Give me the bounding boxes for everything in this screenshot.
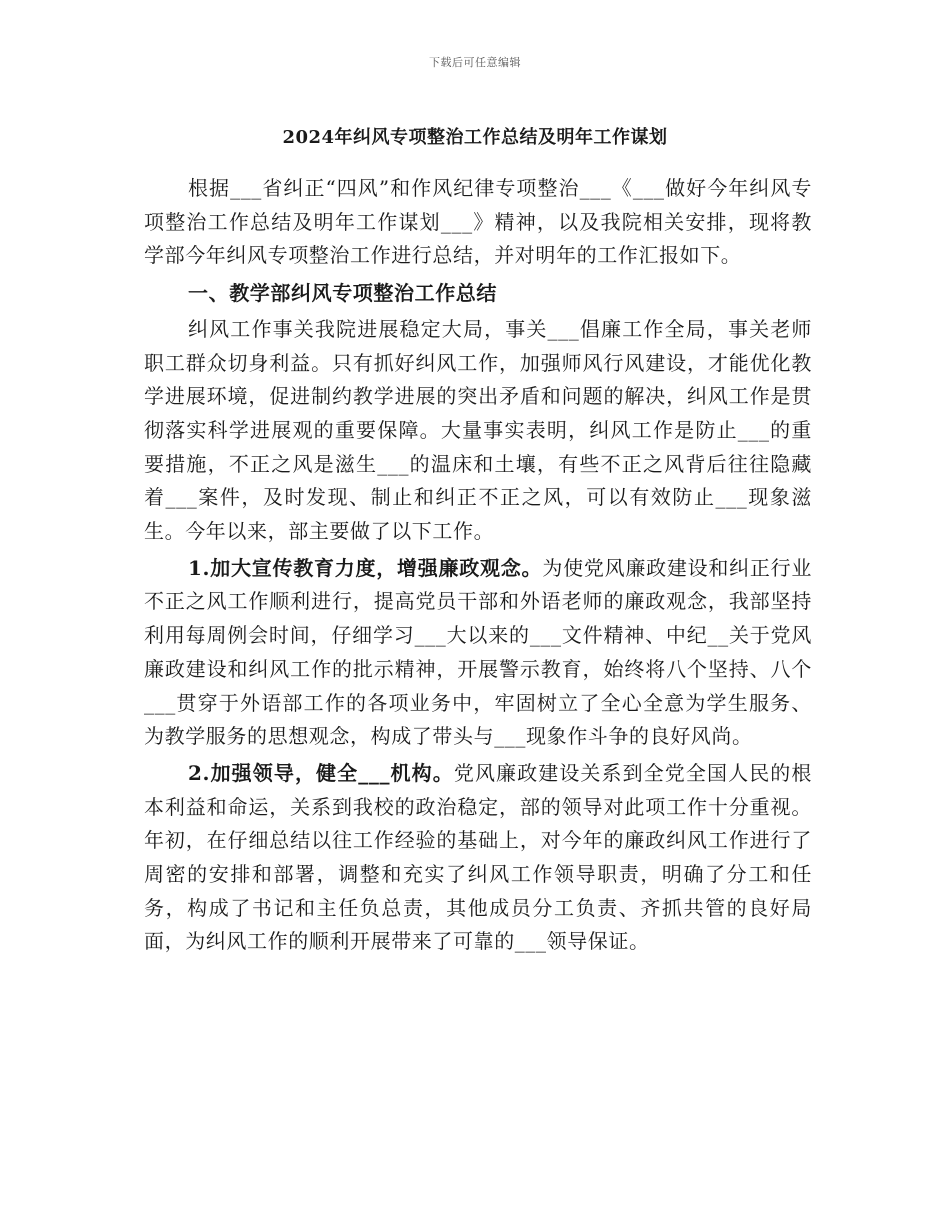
item-2-lead: 2.加强领导，健全___机构。 — [188, 760, 454, 785]
item-1-paragraph — [144, 552, 812, 754]
item-2-text: 党风廉政建设关系到全党全国人民的根本利益和命运，关系到我校的政治稳定，部的领导对此项工作十分重视。年初，在仔细总结以往工作经验的基础上，对今年的廉政纠风工作进行了周密的安排和部署，调整和充实了纠风工作领导职责，明确了分工和任务，构成了书记和主任负总责，其他成员分工负责、齐抓共管的良好局面，为纠风工作的顺利开展带来了可靠的___领导保证。 — [144, 760, 812, 954]
document-body — [144, 172, 812, 959]
item-2-paragraph — [144, 757, 812, 959]
item-1-lead: 1.加大宣传教育力度，增强廉政观念。 — [188, 555, 543, 580]
page-header-note: 下载后可任意编辑 — [429, 56, 521, 69]
intro-paragraph: 根据___省纠正“四风”和作风纪律专项整治___《___做好今年纠风专项整治工作总结及明年工作谋划___》精神，以及我院相关安排，现将教学部今年纠风专项整治工作进行总结，并对明年的工作汇报如下。 — [144, 176, 812, 268]
section-heading: 一、教学部纠风专项整治工作总结 — [188, 281, 497, 306]
section-paragraph: 纠风工作事关我院进展稳定大局，事关___倡廉工作全局，事关老师职工群众切身利益。只有抓好纠风工作，加强师风行风建设，才能优化教学进展环境，促进制约教学进展的突出矛盾和问题的解决，纠风工作是贯彻落实科学进展观的重要保障。大量事实表明，纠风工作是防止___的重要措施，不正之风是滋生___的温床和土壤，有些不正之风背后往往隐藏着___案件，及时发现、制止和纠正不正之风，可以有效防止___现象滋生。今年以来，部主要做了以下工作。 — [144, 316, 812, 544]
item-1-text: 为使党风廉政建设和纠正行业不正之风工作顺利进行，提高党员干部和外语老师的廉政观念，我部坚持利用每周例会时间，仔细学习___大以来的___文件精神、中纪__关于党风廉政建设和纠风工作的批示精神，开展警示教育，始终将八个坚持、八个___贯穿于外语部工作的各项业务中，牢固树立了全心全意为学生服务、为教学服务的思想观念，构成了带头与___现象作斗争的良好风尚。 — [144, 555, 812, 749]
document-title: 2024年纠风专项整治工作总结及明年工作谋划 — [282, 127, 668, 148]
